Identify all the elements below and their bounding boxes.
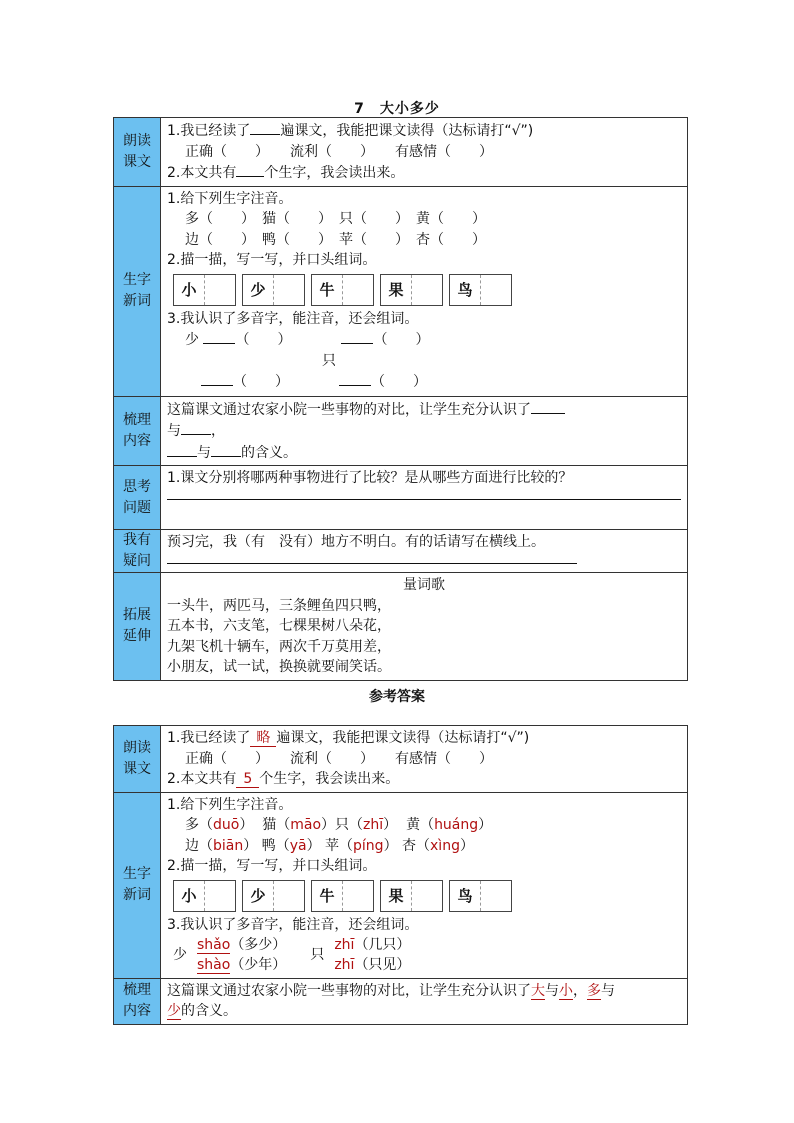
label-chars: 生字 新词 (114, 792, 161, 978)
grid-cell: 果 (380, 880, 443, 912)
read-answer: 1.我已经读了 略 遍课文，我能把课文读得（达标请打“√”) 正确（ ） 流利（ ） 有感情（ ） 2.本文共有 5 个生字，我会读出来。 (161, 726, 688, 793)
answer-table (113, 725, 688, 1025)
grid-cell: 小 (173, 880, 236, 912)
pinyin-row-2[interactable]: 边（ ） 鸭（ ） 苹（ ） 杏（ ） (185, 231, 486, 248)
ext-section: 量词歌 一头牛，两匹马，三条鲤鱼四只鸭， 五本书，六支笔，七棵果树八朵花， 九架飞机十辆车，两次千万莫用差， 小朋友，试一试，换换就要闹笑话。 (161, 573, 688, 681)
chars-answer: 1.给下列生字注音。 多（duō） 猫（māo）只（zhī） 黄（huáng） 边（biān） 鸭（yā） 苹（píng） 杏（xìng） 2.描一描，写一写，并口头组词。 小 少 牛 果 鸟 3.我认识了多音字，能注音，还会组词。 少 shǎo（多少） shào（少年） 只 zhī（几只） zhī（只见） (161, 792, 688, 978)
read-section: 1.我已经读了 遍课文，我能把课文读得（达标请打“√”) 正确（ ） 流利（ ） 有感情（ ） 2.本文共有 个生字，我会读出来。 (161, 118, 688, 187)
grid-cell: 牛 (311, 880, 374, 912)
grid-cell[interactable]: 小 (173, 274, 236, 306)
grid-cell: 少 (242, 880, 305, 912)
label-sort: 梳理 内容 (114, 396, 161, 466)
count-blank[interactable] (236, 162, 264, 177)
label-doubt: 我有 疑问 (114, 530, 161, 573)
grid-cell: 鸟 (449, 880, 512, 912)
writing-grid (173, 274, 681, 306)
think-section: 1.课文分别将哪两种事物进行了比较？是从哪些方面进行比较的？ (161, 466, 688, 530)
label-think: 思考 问题 (114, 466, 161, 530)
doubt-section: 预习完，我（有 没有）地方不明白。有的话请写在横线上。 (161, 530, 688, 573)
worksheet-table (113, 117, 688, 681)
label-ext: 拓展 延伸 (114, 573, 161, 681)
grid-cell[interactable]: 少 (242, 274, 305, 306)
pinyin-row-1[interactable]: 多（ ） 猫（ ） 只（ ） 黄（ ） (185, 211, 486, 227)
answer-line[interactable] (167, 553, 577, 564)
label-sort: 梳理 内容 (114, 978, 161, 1024)
label-read: 朗读 课文 (114, 726, 161, 793)
answer-line[interactable] (167, 489, 681, 500)
read-checks: 正确（ ） 流利（ ） 有感情（ ） (185, 143, 493, 160)
grid-cell[interactable]: 果 (380, 274, 443, 306)
grid-cell[interactable]: 鸟 (449, 274, 512, 306)
sort-section: 这篇课文通过农家小院一些事物的对比，让学生充分认识了 与 ， 与 的含义。 (161, 396, 688, 466)
label-chars: 生字 新词 (114, 186, 161, 396)
times-blank[interactable] (250, 120, 280, 135)
sort-answer: 这篇课文通过农家小院一些事物的对比，让学生充分认识了大与小，多与 少的含义。 (161, 978, 688, 1024)
page-title: 7 大小多少 (354, 101, 440, 117)
grid-cell[interactable]: 牛 (311, 274, 374, 306)
chars-section: 1.给下列生字注音。 多（ ） 猫（ ） 只（ ） 黄（ ） 边（ ） 鸭（ ） 苹（ ） 杏（ ） 2.描一描，写一写，并口头组词。 小 少 牛 果 鸟 3.我认识了多音字，能注音，还会组词。 少 （ ） （ ） 只 （ ） （ ） (161, 186, 688, 396)
label-read: 朗读 课文 (114, 118, 161, 187)
answer-title: 参考答案 (369, 689, 425, 705)
writing-grid (173, 880, 681, 912)
